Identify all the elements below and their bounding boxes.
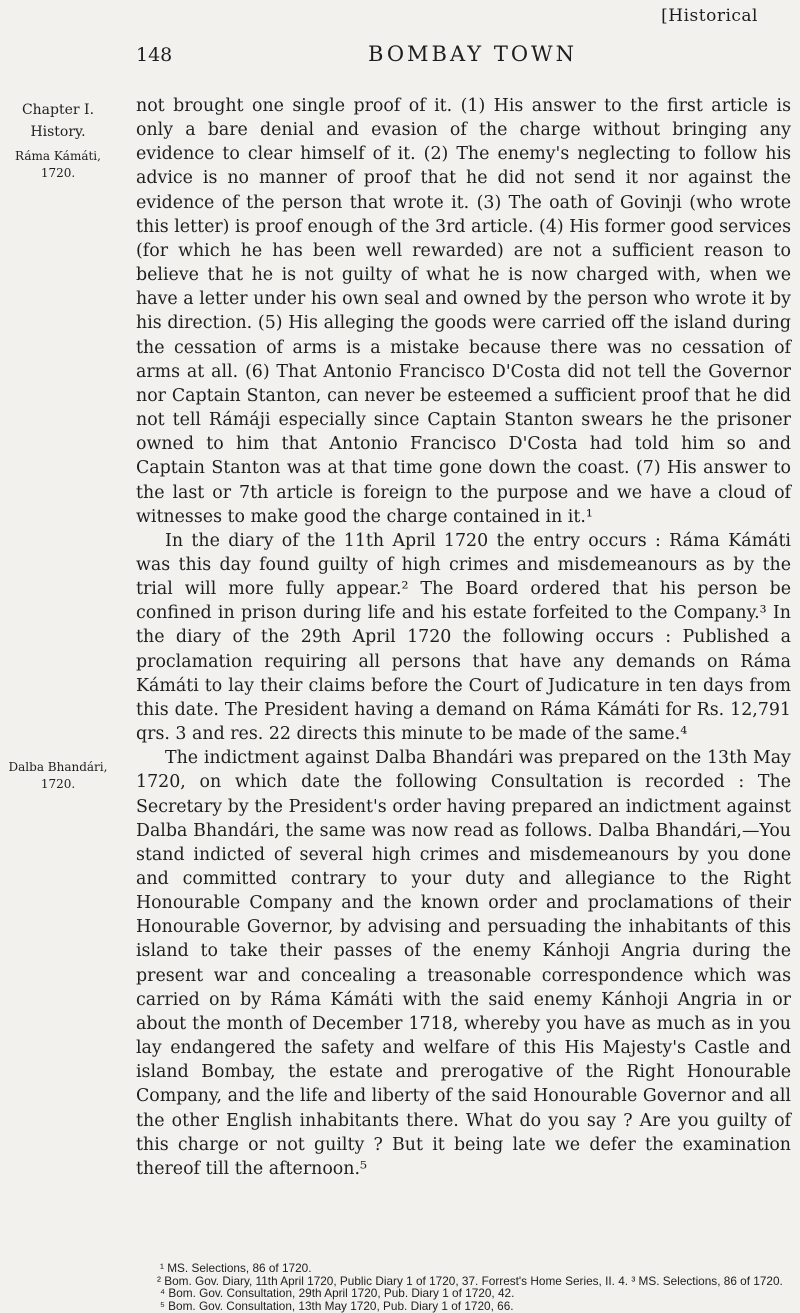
- running-head: BOMBAY TOWN: [368, 42, 578, 66]
- footnote: ⁵ Bom. Gov. Consultation, 13th May 1720, Pub. Diary 1 of 1720, 66.: [160, 1298, 514, 1313]
- paragraph: The indictment against Dalba Bhandári was prepared on the 13th May 1720, on which date the following Consultation is recorded : The Secretary by the President's order having prepared an indictment against Dalba Bhandári, the same was now read as follows. Dalba Bhandári,—You stand indicted of several high crimes and misdemeanours by you done and committed contrary to your duty and allegiance to the Right Honourable Company and the known order and proclamations of their Honourable Governor, by advising and persuading the inhabitants of this island to take their passes of the enemy Kánhoji Angria during the present war and concealing a treasonable correspondence which was carried on by Ráma Kámáti with the said enemy Kánhoji Angria in or about the month of December 1718, whereby you have as much as in you lay endangered the safety and welfare of this His Majesty's Castle and island Bombay, the estate and prerogative of the Right Honourable Company, and the life and liberty of the said Honourable Governor and all the other English inhabitants there. What do you say ? Are you guilty of this charge or not guilty ? But it being late we defer the examination thereof till the afternoon.⁵: [136, 748, 791, 1179]
- margin-dalba-bhandari: Dalba Bhandári, 1720.: [8, 760, 108, 791]
- margin-chapter: Chapter I.: [21, 102, 95, 118]
- margin-note-chapter: [8, 102, 108, 182]
- paragraph: not brought one single proof of it. (1) His answer to the first article is only a bare denial and evasion of the charge without bringing any evidence to clear himself of it. (2) The enemy's neglecting to follow his advice is no manner of proof that he did not send it nor against the evidence of the person that wrote it. (3) The oath of Govinji (who wrote this letter) is proof enough of the 3rd article. (4) His former good services (for which he has been well rewarded) are not a sufficient reason to believe that he is not guilty of what he is now charged with, when we have a letter under his own seal and owned by the person who wrote it by his direction. (5) His alleging the goods were carried off the island during the cessation of arms is a mistake because there was no cessation of arms at all. (6) That Antonio Francisco D'Costa did not tell the Governor nor Captain Stanton, can never be esteemed a sufficient proof that he did not tell Rámáji especially since Captain Stanton swears he the prisoner owned to him that Antonio Francisco D'Costa had told him so and Captain Stanton was at that time gone down the coast. (7) His answer to the last or 7th article is foreign to the purpose and we have a cloud of witnesses to make good the charge contained in it.¹: [136, 96, 791, 527]
- body-text: [136, 94, 791, 1181]
- footnote: ¹ MS. Selections, 86 of 1720.: [160, 1261, 312, 1275]
- paragraph: In the diary of the 11th April 1720 the entry occurs : Ráma Kámáti was this day found guilty of high crimes and misdemeanours as by the trial will more fully appear.² The Board ordered that his person be confined in prison during life and his estate forfeited to the Company.³ In the diary of the 29th April 1720 the following occurs : Published a proclamation requiring all persons that have any demands on Ráma Kámáti to lay their claims before the Court of Judicature in ten days from this date. The President having a demand on Ráma Kámáti for Rs. 12,791 qrs. 3 and res. 22 directs this minute to be made of the same.⁴: [136, 530, 791, 745]
- margin-history: History.: [30, 124, 86, 140]
- margin-note-dalba: [8, 759, 108, 793]
- margin-rama-kamati: Ráma Kámáti, 1720.: [15, 149, 101, 180]
- footnotes: [136, 1262, 791, 1312]
- series-tag: [Historical: [661, 6, 758, 26]
- footnote: ⁴ Bom. Gov. Consultation, 29th April 1720, Pub. Diary 1 of 1720, 42.: [160, 1286, 515, 1300]
- page-number: 148: [136, 44, 173, 66]
- footnote: ² Bom. Gov. Diary, 11th April 1720, Public Diary 1 of 1720, 37. Forrest's Home Series, II. 4. ³ MS. Selections, 86 of 1720.: [157, 1273, 783, 1288]
